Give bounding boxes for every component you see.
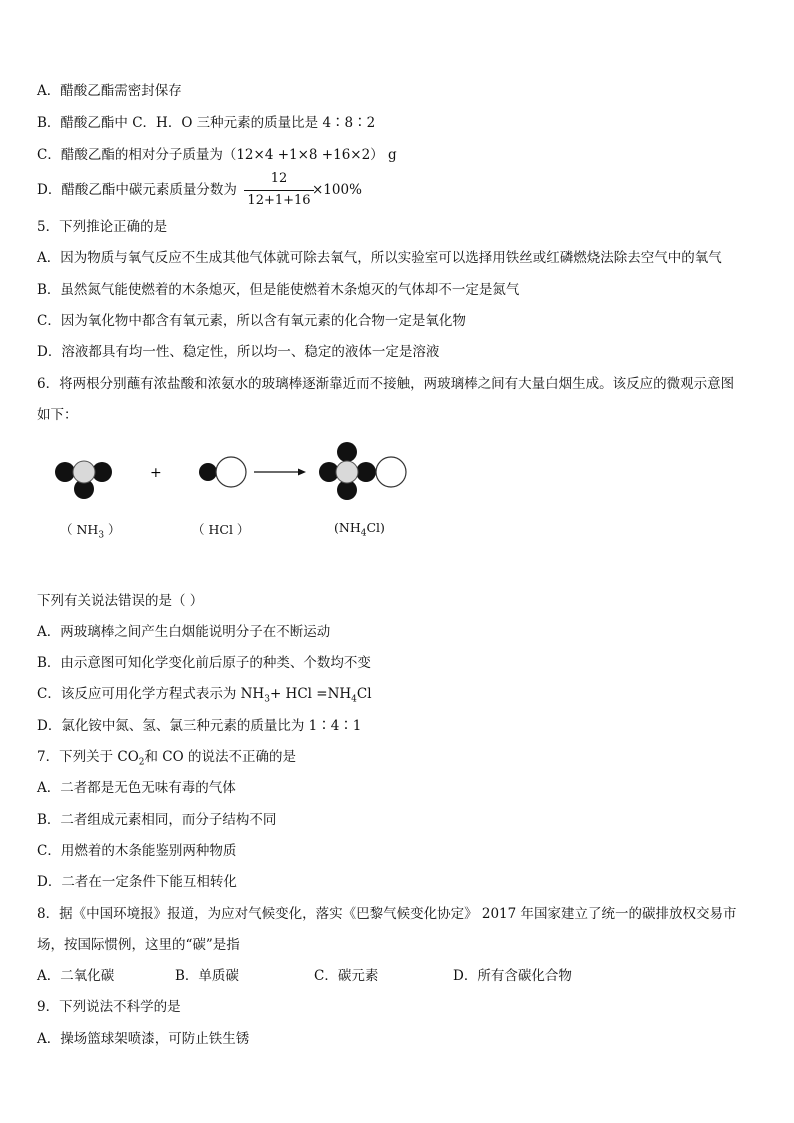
cl-atom: [216, 457, 246, 487]
q6-stem-line1: 6．将两根分别蘸有浓盐酸和浓氨水的玻璃棒逐渐靠近而不接触，两玻璃棒之间有大量白烟生成。该反应的微观示意图: [37, 376, 735, 392]
q8-option-b: B．单质碳: [175, 968, 239, 984]
q9-option-a: A．操场篮球架喷漆，可防止铁生锈: [37, 1031, 250, 1047]
q7-option-d: D．二者在一定条件下能互相转化: [37, 874, 237, 890]
q8-stem-line1: 8．据《中国环境报》报道，为应对气候变化，落实《巴黎气候变化协定》 2017 年国家建立了统一的碳排放权交易市: [37, 906, 737, 922]
n-atom: [73, 461, 95, 483]
q5-option-d: D．溶液都具有均一性、稳定性，所以均一、稳定的液体一定是溶液: [37, 344, 440, 360]
q6-option-d: D．氯化铵中氮、氢、氯三种元素的质量比为 1∶4∶1: [37, 718, 362, 734]
q6-option-c: C．该反应可用化学方程式表示为 $NH_3+$ HCl $=NH_4Cl$: [37, 686, 372, 705]
q8-option-d: D．所有含碳化合物: [453, 968, 572, 984]
q6-option-b: B．由示意图可知化学变化前后原子的种类、个数均不变: [37, 655, 371, 671]
n-atom: [336, 461, 358, 483]
h-atom: [356, 462, 376, 482]
plus-sign: +: [150, 465, 162, 481]
reaction-diagram: [0, 440, 794, 510]
q4-option-a: A．醋酸乙酯需密封保存: [37, 83, 182, 99]
q5-option-a: A．因为物质与氧气反应不生成其他气体就可除去氧气，所以实验室可以选择用铁丝或红磷燃烧法除去空气中的氧气: [37, 250, 722, 266]
q7-option-a: A．二者都是无色无味有毒的气体: [37, 780, 236, 796]
label-nh3: （ $NH_3$ ）: [60, 522, 121, 541]
q4-option-d-suffix: ×100%: [312, 182, 362, 198]
fraction-bar: [244, 190, 314, 191]
q4-option-d: [37, 181, 237, 199]
label-nh4cl: $(NH_4Cl)$: [334, 520, 385, 539]
label-hcl: （ HCl ）: [192, 522, 250, 537]
q5-stem: 5．下列推论正确的是: [37, 219, 168, 235]
q8-stem-line2: 场，按国际惯例，这里的“碳”是指: [37, 937, 240, 953]
q4-option-b: B．醋酸乙酯中 C．H．O 三种元素的质量比是 4∶8∶2: [37, 115, 376, 131]
reaction-arrow: [254, 469, 306, 476]
q7-option-c: C．用燃着的木条能鉴别两种物质: [37, 843, 237, 859]
q7-stem: 7．下列关于 $CO_2$和 CO 的说法不正确的是: [37, 749, 296, 768]
cl-atom: [376, 457, 406, 487]
q7-option-b: B．二者组成元素相同，而分子结构不同: [37, 812, 277, 828]
q4-option-c: C．醋酸乙酯的相对分子质量为（12×4 +1×8 +16×2） g: [37, 147, 397, 163]
q5-option-c: C．因为氧化物中都含有氧元素，所以含有氧元素的化合物一定是氧化物: [37, 313, 466, 329]
h-atom: [55, 462, 75, 482]
q4-option-d-prefix: D．醋酸乙酯中碳元素质量分数为: [37, 182, 237, 198]
nh4cl-molecule: [319, 442, 406, 500]
h-atom: [337, 442, 357, 462]
q6-option-a: A．两玻璃棒之间产生白烟能说明分子在不断运动: [37, 624, 331, 640]
q6-question: 下列有关说法错误的是（ ）: [37, 593, 204, 609]
hcl-molecule: [199, 457, 246, 487]
fraction-denominator: 12+1+16: [247, 193, 311, 208]
q8-option-a: A．二氧化碳: [37, 968, 115, 984]
q9-stem: 9．下列说法不科学的是: [37, 999, 181, 1015]
q6-stem-line2: 如下：: [37, 407, 78, 423]
h-atom: [199, 463, 217, 481]
q8-option-c: C．碳元素: [314, 968, 379, 984]
fraction-numerator: 12: [270, 171, 288, 186]
q5-option-b: B．虽然氮气能使燃着的木条熄灭，但是能使燃着木条熄灭的气体却不一定是氮气: [37, 282, 520, 298]
q4-fraction: [244, 171, 314, 211]
nh3-molecule: [55, 461, 112, 499]
